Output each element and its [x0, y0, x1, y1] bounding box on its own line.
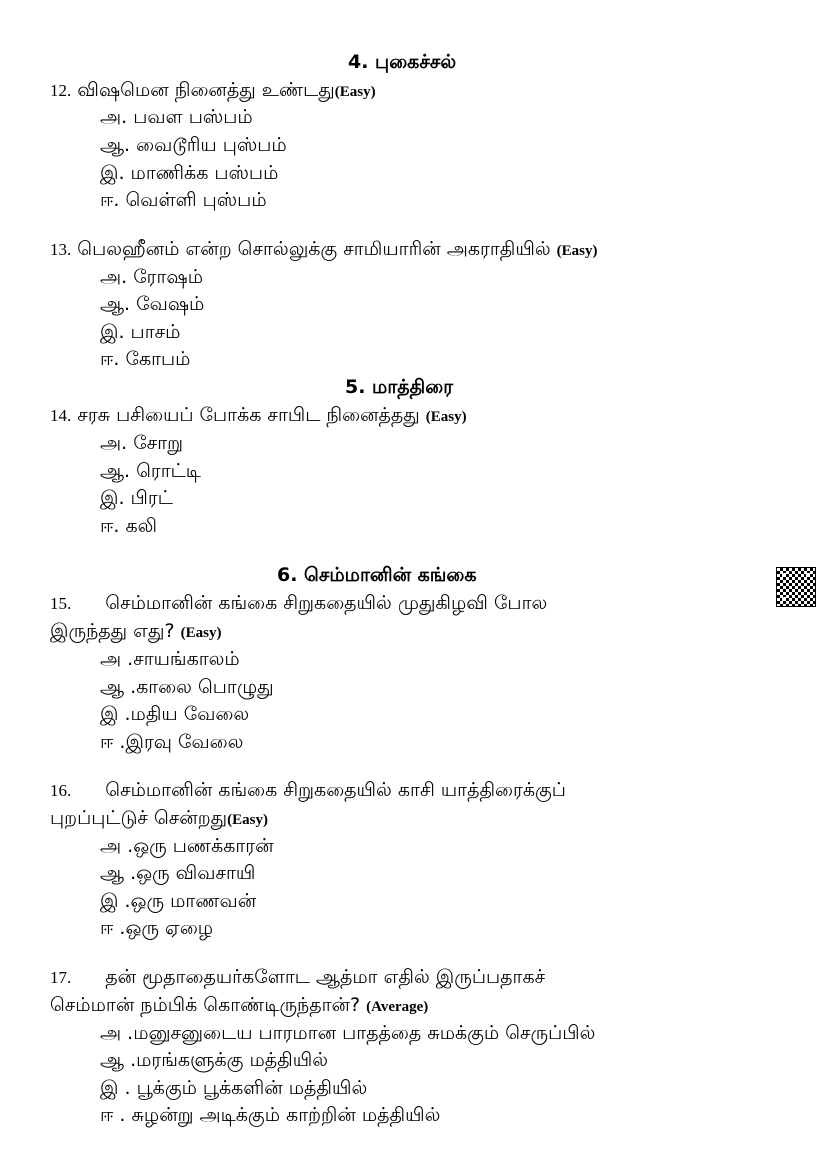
difficulty-tag: (Easy)	[227, 812, 268, 828]
option-b: ஆ. ரொட்டி	[100, 460, 201, 482]
question-15-line-2	[50, 618, 221, 646]
option-b: ஆ. வேஷம்	[100, 293, 205, 315]
question-text: செம்மானின் கங்கை சிறுகதையில் காசி யாத்திரைக்குப்	[105, 779, 566, 801]
question-17-line-2	[50, 992, 428, 1020]
difficulty-tag: (Easy)	[180, 625, 222, 641]
section-heading-6: 6. செம்மானின் கங்கை	[277, 564, 477, 586]
question-text: சரசு பசியைப் போக்க சாபிட நினைத்தது	[77, 404, 420, 426]
qr-code	[776, 567, 816, 607]
option-a: அ. பவள பஸ்பம்	[100, 106, 253, 128]
option-a: அ .ஒரு பணக்காரன்	[100, 835, 274, 857]
question-number: 13.	[50, 240, 72, 259]
question-text: பெலஹீனம் என்ற சொல்லுக்கு சாமியாரின் அகராதியில்	[77, 238, 551, 260]
question-13	[50, 236, 597, 264]
question-number: 14.	[50, 406, 72, 425]
question-text: புறப்புட்டுச் சென்றது	[50, 807, 228, 829]
option-d: ஈ .ஒரு ஏழை	[100, 917, 214, 939]
option-b: ஆ .மரங்களுக்கு மத்தியில்	[100, 1049, 328, 1071]
difficulty-tag: (Average)	[366, 999, 429, 1015]
question-16-line-2	[50, 805, 268, 833]
question-number: 17.	[50, 968, 72, 987]
difficulty-tag: (Easy)	[334, 84, 376, 100]
difficulty-tag: (Easy)	[425, 409, 467, 425]
option-a: அ .சாயங்காலம்	[100, 648, 240, 670]
option-a: அ. ரோஷம்	[100, 266, 203, 288]
question-15-line-1	[50, 590, 547, 617]
option-c: இ . பூக்கும் பூக்களின் மத்தியில்	[100, 1077, 368, 1099]
option-d: ஈ. வெள்ளி புஸ்பம்	[100, 189, 267, 211]
option-b: ஆ .காலை பொழுது	[100, 676, 274, 698]
option-c: இ. பாசம்	[100, 321, 181, 343]
question-number: 15.	[50, 594, 72, 613]
question-text: இருந்தது எது?	[50, 620, 175, 642]
question-text: விஷமென நினைத்து உண்டது	[77, 79, 335, 101]
question-number: 16.	[50, 781, 72, 800]
option-a: அ. சோறு	[100, 432, 184, 454]
option-b: ஆ .ஒரு விவசாயி	[100, 862, 256, 884]
option-d: ஈ . சுழன்று அடிக்கும் காற்றின் மத்தியில்	[100, 1104, 441, 1126]
question-text: செம்மான் நம்பிக் கொண்டிருந்தான்?	[50, 994, 361, 1016]
question-14	[50, 402, 467, 430]
question-17-line-1	[50, 964, 545, 991]
option-c: இ. மாணிக்க பஸ்பம்	[100, 162, 279, 184]
section-heading-4: 4. புகைச்சல்	[348, 51, 457, 73]
option-c: இ .ஒரு மாணவன்	[100, 890, 257, 912]
option-d: ஈ .இரவு வேலை	[100, 731, 244, 753]
question-text: செம்மானின் கங்கை சிறுகதையில் முதுகிழவி போல	[105, 592, 548, 614]
option-d: ஈ. கோபம்	[100, 348, 191, 370]
option-d: ஈ. கலி	[100, 515, 157, 537]
question-12	[50, 77, 376, 105]
difficulty-tag: (Easy)	[556, 243, 598, 259]
question-16-line-1	[50, 777, 566, 804]
option-b: ஆ. வைடூரிய புஸ்பம்	[100, 134, 287, 156]
question-text: தன் மூதாதையர்களோட ஆத்மா எதில் இருப்பதாகச்	[105, 966, 546, 988]
question-number: 12.	[50, 81, 72, 100]
section-heading-5: 5. மாத்திரை	[345, 376, 454, 398]
option-c: இ. பிரட்	[100, 487, 173, 509]
option-a: அ .மனுசனுடைய பாரமான பாதத்தை சுமக்கும் செருப்பில்	[100, 1022, 596, 1044]
option-c: இ .மதிய வேலை	[100, 703, 250, 725]
